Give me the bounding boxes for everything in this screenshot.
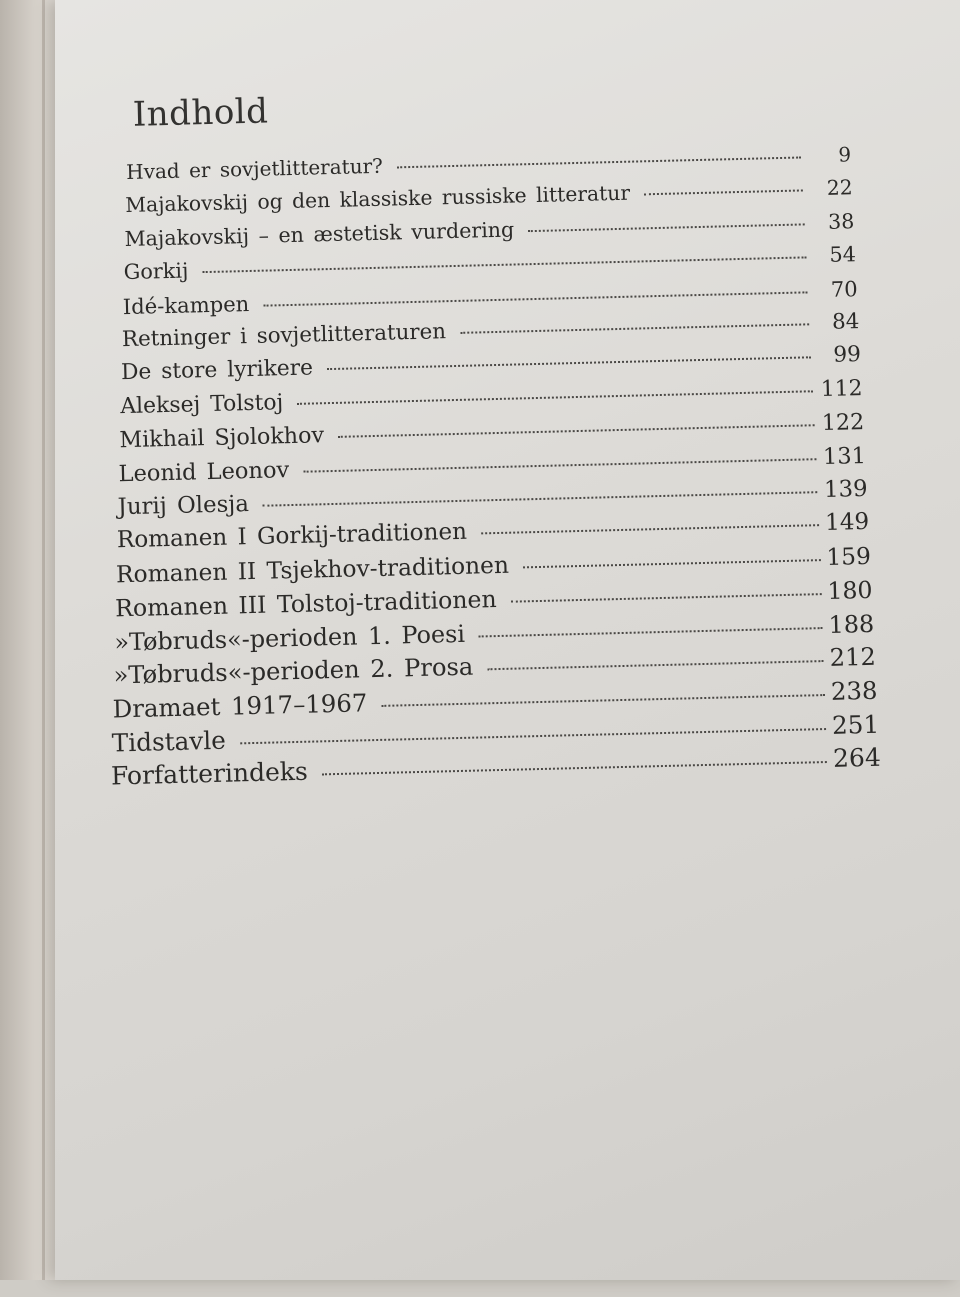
- toc-entry-title: Romanen I Gorkij-traditionen: [116, 519, 468, 554]
- toc-entry-title: Hvad er sovjetlitteratur?: [125, 153, 384, 184]
- dot-leader: [263, 291, 807, 306]
- dot-leader: [263, 491, 818, 507]
- toc-entry-title: Dramaet 1917–1967: [112, 688, 368, 724]
- dot-leader: [338, 424, 814, 438]
- toc-entry-page-number: 9: [837, 142, 852, 167]
- toc-entry-title: Mikhail Sjolokhov: [119, 422, 325, 454]
- toc-entry-page-number: 99: [833, 342, 862, 369]
- toc-entry-title: Forfatterindeks: [110, 756, 309, 791]
- toc-entry-page-number: 22: [826, 175, 853, 201]
- toc-entry-page-number: 131: [822, 442, 867, 470]
- toc-entry-page-number: 212: [829, 642, 877, 672]
- dot-leader: [644, 190, 803, 196]
- toc-entry-title: Tidstavle: [111, 725, 227, 758]
- toc-entry-page-number: 84: [831, 309, 860, 335]
- toc-entry-page-number: 159: [826, 542, 872, 571]
- dot-leader: [240, 728, 826, 744]
- toc-entry-title: Jurij Olesja: [117, 491, 250, 521]
- toc-entry-page-number: 188: [828, 609, 875, 639]
- toc-entry-page-number: 122: [821, 409, 865, 437]
- dot-leader: [523, 559, 821, 568]
- dot-leader: [481, 525, 819, 535]
- dot-leader: [381, 694, 825, 707]
- toc-entry-title: »Tøbruds«-perioden 1. Poesi: [114, 619, 466, 656]
- toc-entry-title: Retninger i sovjetlitteraturen: [121, 319, 447, 353]
- toc-entry-title: Leonid Leonov: [118, 456, 290, 487]
- toc-entry-page-number: 264: [832, 742, 882, 774]
- toc-entry-title: Aleksej Tolstoj: [119, 389, 284, 419]
- page-title: Indhold: [132, 91, 269, 135]
- toc-entry-page-number: 238: [830, 676, 878, 707]
- dot-leader: [322, 761, 827, 775]
- toc-entry-page-number: 54: [829, 242, 857, 267]
- dot-leader: [297, 390, 812, 405]
- toc-entry-title: Romanen III Tolstoj-traditionen: [114, 585, 497, 623]
- toc-entry-title: De store lyrikere: [120, 355, 314, 386]
- toc-entry-title: Majakovskij – en æstetisk vurdering: [124, 217, 515, 251]
- dot-leader: [511, 593, 822, 603]
- dot-leader: [397, 156, 801, 168]
- dot-leader: [202, 257, 806, 274]
- toc-entry-page-number: 180: [827, 576, 873, 606]
- toc-entry-page-number: 38: [827, 208, 855, 234]
- table-of-contents: [10, 0, 960, 1297]
- toc-entry-page-number: 251: [831, 709, 880, 740]
- toc-entry-title: Romanen II Tsjekhov-traditionen: [115, 551, 510, 589]
- toc-entry-page-number: 149: [824, 509, 870, 537]
- toc-entry-title: »Tøbruds«-perioden 2. Prosa: [113, 652, 474, 690]
- dot-leader: [327, 357, 811, 371]
- toc-entry-title: Gorkij: [123, 258, 189, 285]
- toc-entry-page-number: 139: [823, 475, 868, 504]
- toc-entry-page-number: 112: [820, 375, 863, 402]
- toc-entry-title: Idé-kampen: [122, 290, 250, 319]
- dot-leader: [460, 323, 809, 334]
- dot-leader: [528, 223, 804, 232]
- toc-entry-title: Majakovskij og den klassiske russiske litteratur: [125, 181, 631, 218]
- dot-leader: [487, 660, 823, 670]
- dot-leader: [479, 627, 823, 637]
- toc-entry-page-number: 70: [830, 275, 858, 302]
- dot-leader: [303, 458, 816, 473]
